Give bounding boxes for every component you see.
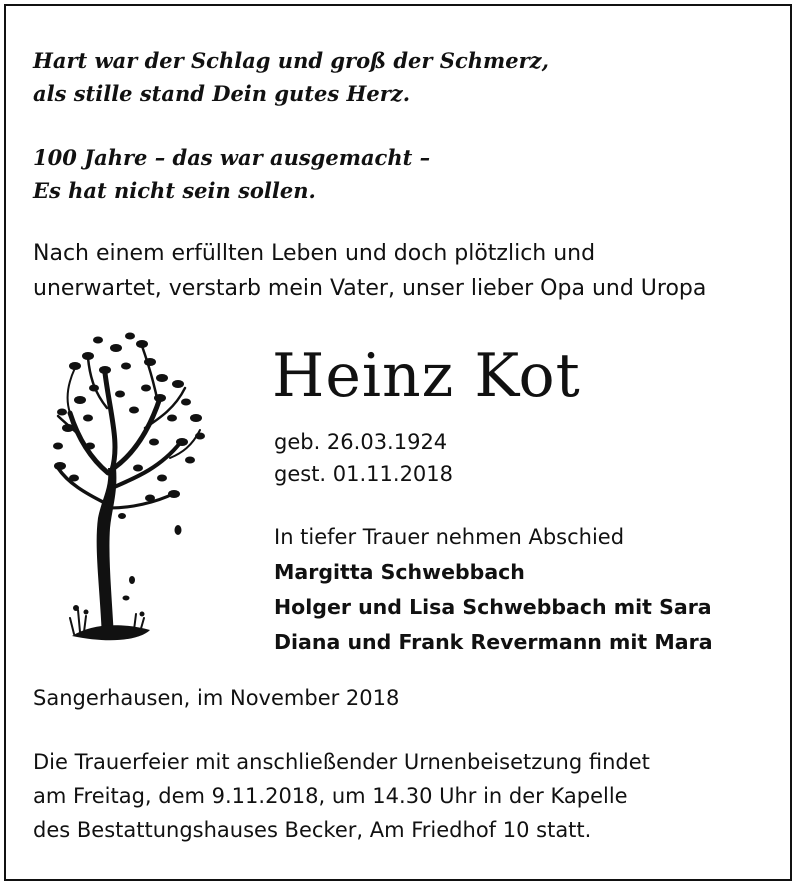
intro-line: Nach einem erfüllten Leben und doch plötzlich und (33, 241, 596, 266)
mourner-name: Holger und Lisa Schwebbach mit Sara (274, 595, 712, 619)
verse-line: als stille stand Dein gutes Herz. (33, 81, 411, 106)
mourners-block (274, 520, 713, 660)
verse-stanza-1 (33, 44, 549, 110)
deceased-name: Heinz Kot (272, 341, 581, 411)
mourners-heading: In tiefer Trauer nehmen Abschied (274, 525, 625, 549)
verse-stanza-2 (33, 141, 430, 207)
mourner-name: Margitta Schwebbach (274, 560, 525, 584)
place-date: Sangerhausen, im November 2018 (33, 686, 400, 710)
death-date: gest. 01.11.2018 (274, 462, 454, 486)
mourner-name: Diana und Frank Revermann mit Mara (274, 630, 713, 654)
intro-text (33, 236, 778, 306)
birth-date: geb. 26.03.1924 (274, 430, 448, 454)
intro-line: unerwartet, verstarb mein Vater, unser lieber Opa und Uropa (33, 276, 707, 301)
funeral-line: Die Trauerfeier mit anschließender Urnenbeisetzung findet (33, 750, 650, 774)
funeral-line: am Freitag, dem 9.11.2018, um 14.30 Uhr in der Kapelle (33, 784, 628, 808)
funeral-info (33, 745, 783, 847)
life-dates (274, 426, 453, 490)
verse-line: Es hat nicht sein sollen. (33, 178, 316, 203)
tree-icon (50, 318, 210, 663)
verse-line: 100 Jahre – das war ausgemacht – (33, 145, 431, 170)
funeral-line: des Bestattungshauses Becker, Am Friedhof 10 statt. (33, 818, 592, 842)
verse-line: Hart war der Schlag und groß der Schmerz, (33, 48, 549, 73)
